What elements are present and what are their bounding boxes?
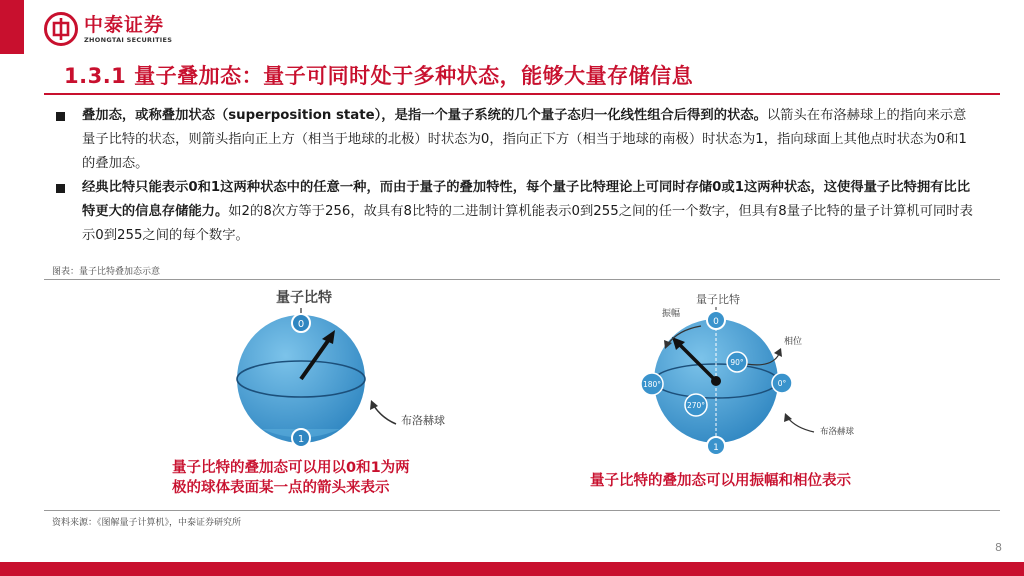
left-caption-line2: 极的球体表面某一点的箭头来表示 <box>172 480 390 496</box>
right-center-dot <box>711 376 721 386</box>
header-accent-bar <box>0 0 24 54</box>
bullet-bold-text: 经典比特只能表示0和1这两种状态中的任意一种，而由于量子的叠加特性，每个量子比特理论上可同时存储0或1这两种状态，这使得量子比特拥有比比特更大的信息存储能力。 <box>82 180 971 219</box>
page-number: 8 <box>995 541 1002 554</box>
phase-0-label: 0° <box>777 379 787 388</box>
left-south-label: 1 <box>297 434 305 445</box>
bullet-bold-text: 叠加态，或称叠加状态（superposition state），是指一个量子系统的几个量子态归一化线性组合后得到的状态。 <box>82 108 767 123</box>
figure-caption: 图表：量子比特叠加态示意 <box>52 267 161 277</box>
left-caption-line1: 量子比特的叠加态可以用以0和1为两 <box>172 460 410 476</box>
left-qubit-title: 量子比特 <box>276 290 332 306</box>
figure-bottom-rule <box>44 510 1000 511</box>
right-pointer-line <box>788 418 814 432</box>
bullet-list <box>56 104 976 248</box>
bullet-item <box>56 176 976 248</box>
bullet-item <box>56 104 976 176</box>
company-logo <box>44 12 172 46</box>
logo-icon <box>44 12 78 46</box>
right-south-label: 1 <box>713 443 719 453</box>
bullet-text: 如2的8次方等于256，故具有8比特的二进制计算机能表示0到255之间的任一个数字，但具有8量子比特的量子计算机可同时表示0到255之间的每个数字。 <box>82 204 973 243</box>
figure-top-rule <box>44 279 1000 280</box>
left-figure-caption <box>172 458 410 498</box>
right-north-label: 0 <box>713 317 719 327</box>
bullet-square-icon <box>56 184 65 193</box>
left-pointer-arrow-icon <box>370 400 378 410</box>
source-note: 资料来源：《图解量子计算机》，中泰证券研究所 <box>52 518 242 528</box>
bullet-square-icon <box>56 112 65 121</box>
right-qubit-title: 量子比特 <box>696 293 740 306</box>
right-figure-caption: 量子比特的叠加态可以用振幅和相位表示 <box>590 473 851 489</box>
left-north-label: 0 <box>297 319 305 330</box>
phase-180-label: 180° <box>642 380 662 389</box>
brand-name-cn: 中泰证券 <box>84 14 165 36</box>
phase-270-label: 270° <box>686 401 706 410</box>
phase-label: 相位 <box>784 337 803 347</box>
amplitude-label: 振幅 <box>662 309 681 319</box>
phase-90-label: 90° <box>730 358 744 367</box>
left-sphere-label: 布洛赫球 <box>401 414 445 427</box>
left-pointer-line <box>374 406 396 424</box>
figure-area <box>44 286 1000 510</box>
page-title: 1.3.1 量子叠加态：量子可同时处于多种状态，能够大量存储信息 <box>64 64 694 88</box>
footer-accent-bar <box>0 562 1024 576</box>
bullet-text: 以箭头在布洛赫球上的指向来示意量子比特的状态，则箭头指向正上方（相当于地球的北极）时状态为0，指向正下方（相当于地球的南极）时状态为1，指向球面上其他点时状态为0和1的叠加态。 <box>82 108 967 171</box>
right-sphere-label: 布洛赫球 <box>820 427 855 437</box>
title-divider <box>44 93 1000 95</box>
brand-name-en: ZHONGTAI SECURITIES <box>84 36 173 44</box>
